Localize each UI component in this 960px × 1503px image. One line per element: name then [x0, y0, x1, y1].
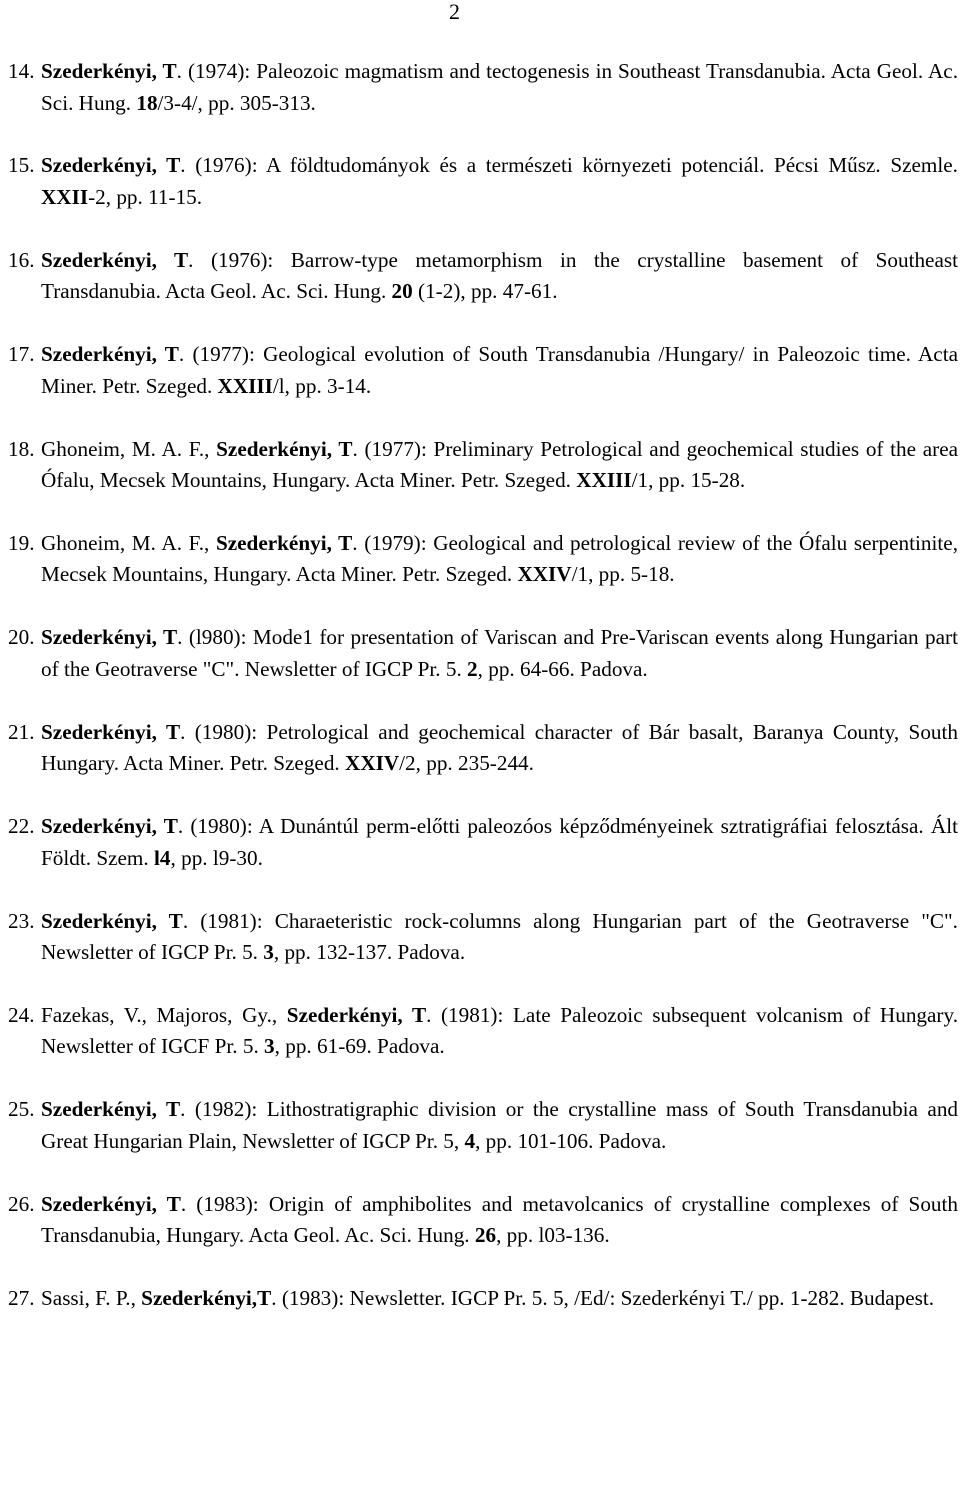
reference-segment: . (1974): Paleozoic magmatism and tectogenesis in Southeast Transdanubia. Acta Geol. Ac. Sci. Hung. [41, 59, 958, 115]
page-number: 2 [449, 0, 460, 24]
reference-entry [8, 622, 958, 685]
reference-bold-segment: 18 [136, 90, 158, 115]
reference-bold-segment: Szederkényi, T [41, 153, 181, 178]
reference-text [41, 56, 958, 119]
reference-segment: . (1980): Petrological and geochemical character of Bár basalt, Baranya County, South Hungary. Acta Miner. Petr. Szeged. [41, 719, 958, 776]
reference-bold-segment: XXIII [576, 468, 632, 493]
reference-text [41, 811, 958, 874]
reference-text [41, 622, 958, 685]
reference-segment: , pp. 101-106. Padova. [475, 1128, 667, 1153]
reference-bold-segment: Szederkényi, T [41, 1097, 181, 1122]
reference-number: 21. [8, 719, 35, 744]
reference-bold-segment: Szederkényi, T [215, 530, 353, 555]
reference-bold-segment: 3 [264, 1034, 275, 1059]
reference-segment: , pp. l03-136. [496, 1223, 610, 1248]
reference-entry [8, 245, 958, 308]
reference-entry [8, 1189, 958, 1252]
reference-entry [8, 811, 958, 874]
reference-number: 20. [8, 625, 35, 650]
reference-segment: Fazekas, V., Majoros, Gy., [41, 1002, 287, 1027]
reference-list [8, 56, 958, 1346]
reference-segment: (1-2), pp. 47-61. [412, 279, 558, 304]
reference-number: 16. [8, 247, 35, 272]
reference-segment: . (1983): Origin of amphibolites and metavolcanics of crystalline complexes of South Transdanubia, Hungary. Acta Geol. Ac. Sci. Hung. [41, 1191, 958, 1248]
reference-entry [8, 56, 958, 119]
reference-number: 14. [8, 59, 35, 83]
reference-text [41, 1000, 958, 1063]
reference-text [41, 434, 958, 497]
reference-text [41, 717, 958, 780]
reference-number: 26. [8, 1191, 35, 1216]
reference-number: 23. [8, 908, 35, 933]
reference-segment: . (1981): Charaeteristic rock-columns along Hungarian part of the Geotraverse "C". Newsletter of IGCP Pr. 5. [41, 908, 958, 965]
reference-text [41, 245, 958, 308]
reference-bold-segment: 3 [263, 940, 274, 965]
reference-number: 15. [8, 153, 35, 178]
reference-bold-segment: Szederkényi, T [41, 342, 179, 367]
reference-segment: Ghoneim, M. A. F., [41, 436, 217, 461]
reference-entry [8, 434, 958, 497]
reference-segment: . (1981): Late Paleozoic subsequent volcanism of Hungary. Newsletter of IGCF Pr. 5. [41, 1002, 958, 1059]
reference-segment: , pp. 64-66. Padova. [477, 656, 648, 681]
reference-segment: /1, pp. 5-18. [571, 562, 675, 587]
reference-bold-segment: Szederkényi, T [41, 625, 178, 650]
reference-bold-segment: Szederkényi,T [141, 1286, 272, 1311]
reference-number: 24. [8, 1002, 35, 1027]
reference-bold-segment: XXIV [345, 751, 400, 776]
reference-number: 18. [8, 436, 35, 461]
reference-number: 22. [8, 814, 35, 839]
reference-number: 19. [8, 530, 35, 555]
reference-segment: . (1976): Barrow-type metamorphism in the crystalline basement of Southeast Transdanubia. Acta Geol. Ac. Sci. Hung. [41, 247, 959, 304]
reference-entry [8, 528, 958, 591]
reference-segment: , pp. 61-69. Padova. [274, 1034, 445, 1059]
reference-segment: /l, pp. 3-14. [272, 373, 372, 398]
reference-segment: /3-4/, pp. 305-313. [157, 90, 316, 115]
reference-segment: . (l980): Mode1 for presentation of Variscan and Pre-Variscan events along Hungarian part of the Geotraverse "C". Newsletter of IGCP Pr. 5. [41, 625, 958, 681]
reference-text [41, 1189, 958, 1252]
reference-bold-segment: Szederkényi, T [41, 247, 189, 272]
reference-entry [8, 150, 958, 213]
reference-bold-segment: Szederkényi, T [41, 59, 177, 83]
reference-text [41, 528, 958, 591]
reference-bold-segment: XXIV [517, 562, 572, 587]
reference-bold-segment: Szederkényi, T [41, 814, 178, 839]
reference-text [41, 339, 958, 402]
reference-segment: /1, pp. 15-28. [631, 468, 746, 493]
reference-segment: . (1983): Newsletter. IGCP Pr. 5. 5, /Ed/: Szederkényi T./ pp. 1-282. Budapest. [271, 1286, 935, 1311]
reference-segment: . (1977): Geological evolution of South Transdanubia /Hungary/ in Paleozoic time. Acta Miner. Petr. Szeged. [41, 342, 958, 398]
reference-segment: Sassi, F. P., [41, 1286, 142, 1311]
reference-text [41, 1283, 958, 1315]
reference-bold-segment: 20 [391, 279, 413, 304]
reference-text [41, 906, 958, 969]
reference-bold-segment: Szederkényi, T [41, 1191, 181, 1216]
reference-entry [8, 717, 958, 780]
reference-bold-segment: Szederkényi, T [41, 719, 181, 744]
reference-segment: /2, pp. 235-244. [399, 751, 534, 776]
reference-bold-segment: 2 [467, 656, 478, 681]
reference-segment: . (1979): Geological and petrological review of the Ófalu serpentinite, Mecsek Mountains, Hungary. Acta Miner. Petr. Szeged. [41, 530, 958, 587]
reference-entry [8, 339, 958, 402]
reference-entry [8, 906, 958, 969]
reference-text [41, 1094, 958, 1157]
reference-number: 25. [8, 1097, 35, 1122]
reference-segment: . (1980): A Dunántúl perm-előtti paleozóos képződményeinek sztratigráfiai felosztása. Ált Földt. Szem. [41, 814, 958, 870]
reference-segment: -2, pp. 11-15. [88, 184, 203, 209]
reference-entry [8, 1000, 958, 1063]
reference-number: 27. [8, 1286, 35, 1311]
reference-bold-segment: XXIII [217, 373, 273, 398]
reference-bold-segment: Szederkényi, T [41, 908, 183, 933]
reference-entry [8, 1094, 958, 1157]
reference-bold-segment: XXII [41, 184, 89, 209]
reference-bold-segment: l4 [154, 845, 171, 870]
reference-segment: Ghoneim, M. A. F., [41, 530, 216, 555]
reference-segment: . (1982): Lithostratigraphic division or the crystalline mass of South Transdanubia and Great Hungarian Plain, Newsletter of IGCP Pr. 5, [41, 1097, 959, 1153]
reference-bold-segment: Szederkényi, T [216, 436, 353, 461]
reference-entry [8, 1283, 958, 1315]
reference-segment: , pp. l9-30. [170, 845, 263, 870]
reference-bold-segment: 4 [464, 1128, 476, 1153]
reference-segment: , pp. 132-137. Padova. [273, 940, 466, 965]
reference-segment: . (1977): Preliminary Petrological and geochemical studies of the area Ófalu, Mecsek Mountains, Hungary. Acta Miner. Petr. Szeged. [41, 436, 958, 493]
reference-segment: . (1976): A földtudományok és a természeti környezeti potenciál. Pécsi Műsz. Szemle. [180, 153, 958, 178]
reference-text [41, 150, 958, 213]
reference-bold-segment: Szederkényi, T [286, 1002, 427, 1027]
reference-number: 17. [8, 342, 35, 367]
reference-bold-segment: 26 [474, 1223, 497, 1248]
